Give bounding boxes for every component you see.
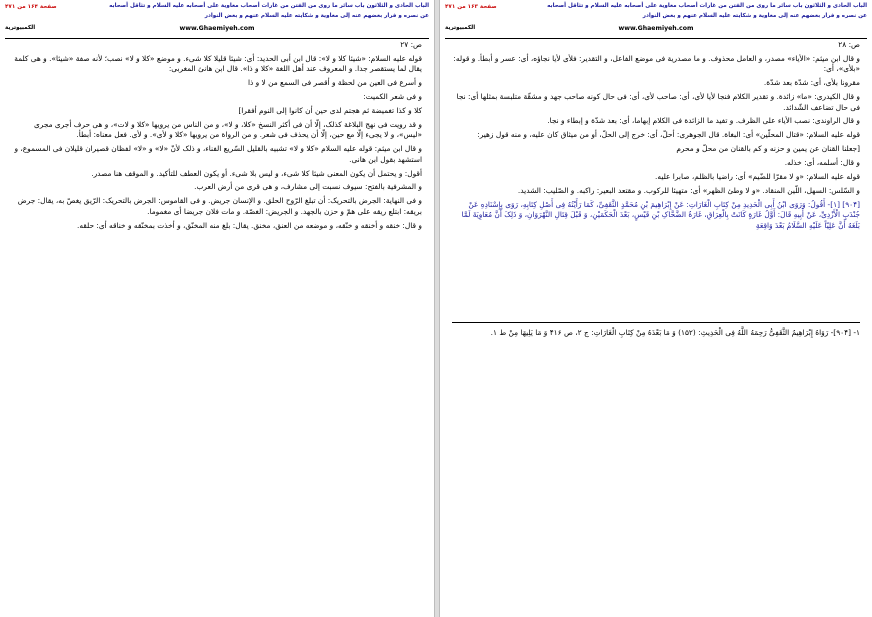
footnote: ۱- [۹۰۴]- رَوَاهُ إِبْرَاهِیمُ الثَّقَفِیُّ رَحِمَهُ اللَّهُ فِی الْحَدِیثِ: (۱۵۲) وَ مَا بَعْدَهُ مِنْ کِتَابِ الْغَارَاتِ: ج ۲، ص ۴۱۶ وَ مَا یَلِیهَا مِنْ ط ۱.	[452, 322, 860, 337]
page-body	[12, 40, 422, 235]
paragraph: و قال ابن میثم: «الأیاء» مصدر، و العامل محذوف. و ما مصدریة فی موضع الفاعل، و التقدیر: فلأی لأیا نجاؤه، أی: عسر و أبطأ. و قوله: «بلأی»، أی:	[453, 53, 860, 74]
paragraph: و قال: خنقه و أخنقه و خنّقه، و موضعه من العنق، مخنق. یقال: بلغ منه المخنّق، و أخذت بمخنّقه و خناقه أی: حلقه.	[76, 220, 422, 230]
paragraph: و قال الکیدری: «ما» زائدة. و تقدیر الکلام فنجا لأیا لأی، أی: صاحب لأی، أی: فی حال کونه صاحب جهد و مشقّة متلبسة بمثلها أی: نجا فی حال تضاعف الشّدائد.	[456, 92, 860, 112]
verse: و أسرع فی العین من لحظة و أقصر فی السمع من لا و ذا	[247, 78, 422, 88]
hadith-paragraph: [۹۰۴] [۱]- أَقُولُ: وَرَوَی ابْنُ أَبِی الْحَدِیدِ مِنْ کِتَابِ الْغَارَاتِ: عَنْ إِبْرَاهِیمَ بْنِ مُحَمَّدٍ الثَّقَفِیِّ، کَمَا رَأَیْتُهُ فِی أَصْلِ کِتَابِهِ، رَوَی بِإِسْنَادِهِ عَنْ جُنْدَبٍ الْأَزْدِیِّ، عَنْ أَبِیهِ قَالَ: أَوَّلُ غَارَةٍ کَانَتْ بِالْعِرَاقِ، غَارَةُ الضَّحَّاکِ بْنِ قَیْسٍ، بَعْدَ الْحَکَمَیْنِ، وَ قَبْلَ قِتَالِ النَّهْرَوَانِ، وَ ذَلِکَ أَنَّ مُعَاوِیَةَ لَمَّا بَلَغَهُ أَنَّ عَلِیّاً عَلَیْهِ السَّلَامُ بَعْدَ وَاقِعَةِ	[461, 199, 860, 230]
paragraph: قوله علیه السلام: «و لا مقرّا للضّیم» أی: راضیا بالظلم، صابرا علیه.	[655, 172, 860, 182]
page-counter: صفحة ۱۶۴ من ۴۷۱	[5, 4, 57, 10]
paragraph: و المشرفیة بالفتح: سیوف نسبت إلی مشارف، و هی قری من أرض العرب.	[194, 182, 422, 192]
paragraph: و فی شعر الکمیت:	[363, 92, 422, 102]
website-text: www.Ghaemiyeh.com	[618, 25, 694, 32]
paragraph: أقول: و یحتمل أن یکون المعنی شیئا کلا شیء، و لیس بلا شیء. أو یکون العطف للتأکید. و الموقف هنا مصدر.	[91, 168, 422, 178]
publisher-label: الکمبیوتریة	[445, 25, 476, 31]
paragraph: مقرونا بلأی، أی: شدّة بعد شدّة.	[763, 78, 860, 88]
website-label	[445, 25, 867, 32]
chapter-title: الباب الحادی و الثلاثون باب سائر ما روی من الفتن من غارات أصحاب معاویة علی أصحابه علیه السلام و تثاقل أصحابه عن نصره و فرار بعضهم عنه إلی معاویة و شکایته علیه السلام عنهم و بعض النوادر	[547, 3, 867, 19]
website-label	[5, 25, 429, 32]
page-body	[452, 40, 860, 235]
page-header	[445, 0, 867, 39]
website-text: www.Ghaemiyeh.com	[179, 25, 255, 32]
paragraph: و قال: أسلمه، أی: خذله.	[784, 158, 860, 168]
paragraph: قوله علیه السلام: «شیئا کلا و لا»: قال ابن أبی الحدید: أی: شیئا قلیلا کلا شیء. و موضع «کلا و لا» نصب؛ لأنه صفة «شیئا». و هی کلمة یقال لما یستقصر جدا. و المعروف عند أهل اللغة «کلا و ذا». قال ابن هانئ المغربی:	[14, 53, 422, 74]
page-header	[5, 0, 429, 39]
left-page	[0, 0, 434, 617]
chapter-title: الباب الحادی و الثلاثون باب سائر ما روی من الفتن من غارات أصحاب معاویة علی أصحابه علیه السلام و تثاقل أصحابه عن نصره و فرار بعضهم عنه إلی معاویة و شکایته علیه السلام عنهم و بعض النوادر	[109, 3, 429, 19]
paragraph: و فی النهایة: الجرض بالتحریک: أن تبلغ الرّوح الحلق. و الإنسان جریض. و فی القاموس: الجرض بالتحریک: الرّیق یغصّ به، یقال: جرض بریقه: ابتلع ریقه علی همّ و حزن بالجهد. و الجریض: الغصّة. و مات فلان جریضا أی مغموما.	[17, 196, 422, 216]
page-label: ص: ۲۸	[838, 40, 860, 49]
paragraph: و قد رویت فی نهج البلاغة کذلک، إلّا أن فی أکثر النسخ «کلا، و لا»، و من الناس من یرویها «کلا و لات»، و هی حرف أجری مجری «لیس»، و لا یجیء إلّا مع حین، إلّا أن یحذف فی شعر. و من الرواة من یرویها «کلا و لأی». و لأی. فعل معناه: أبطأ.	[33, 119, 422, 140]
paragraph: قوله علیه السلام: «قتال المحلّین» أی: البغاة. قال الجوهری: أحلّ، أی: خرج إلی الحلّ، أو من میثاق کان علیه، و منه قول زهیر:	[477, 130, 860, 140]
page-label: ص: ۲۷	[400, 40, 422, 49]
publisher-label: الکمبیوتریة	[5, 25, 36, 31]
paragraph: و قال ابن میثم: قوله علیه السلام «کلا و لا» تشبیه بالقلیل السّریع الفناء، و ذلک لأنّ «لا» و «لا» لفظان قصیران قلیلان فی المسموع، و استشهد بقول ابن هانی.	[14, 144, 422, 164]
verse: کلا و کذا تغمیضة ثم هجتم لدی حین أن کانوا إلی النوم أفقرا]	[238, 106, 422, 116]
paragraph: و السّلس: السهل، اللّین المنقاد. «و لا وطئ الظهر» أی: متهیئا للرکوب. و مقتعد البعیر: راکبه. و الصّلیب: الشدید.	[517, 185, 860, 195]
verse: [جعلنا القنان عن یمین و حزنه و کم بالقنان من محلّ و محرم	[676, 144, 860, 154]
right-page	[440, 0, 872, 617]
page-counter: صفحة ۱۶۳ من ۴۷۱	[445, 4, 497, 10]
paragraph: و قال الراوندی: نصب الأیاء علی الظرف. و تفید ما الزائدة فی الکلام إبهاما، أی: بعد شدّة و إبطاء و نجا.	[547, 116, 860, 126]
